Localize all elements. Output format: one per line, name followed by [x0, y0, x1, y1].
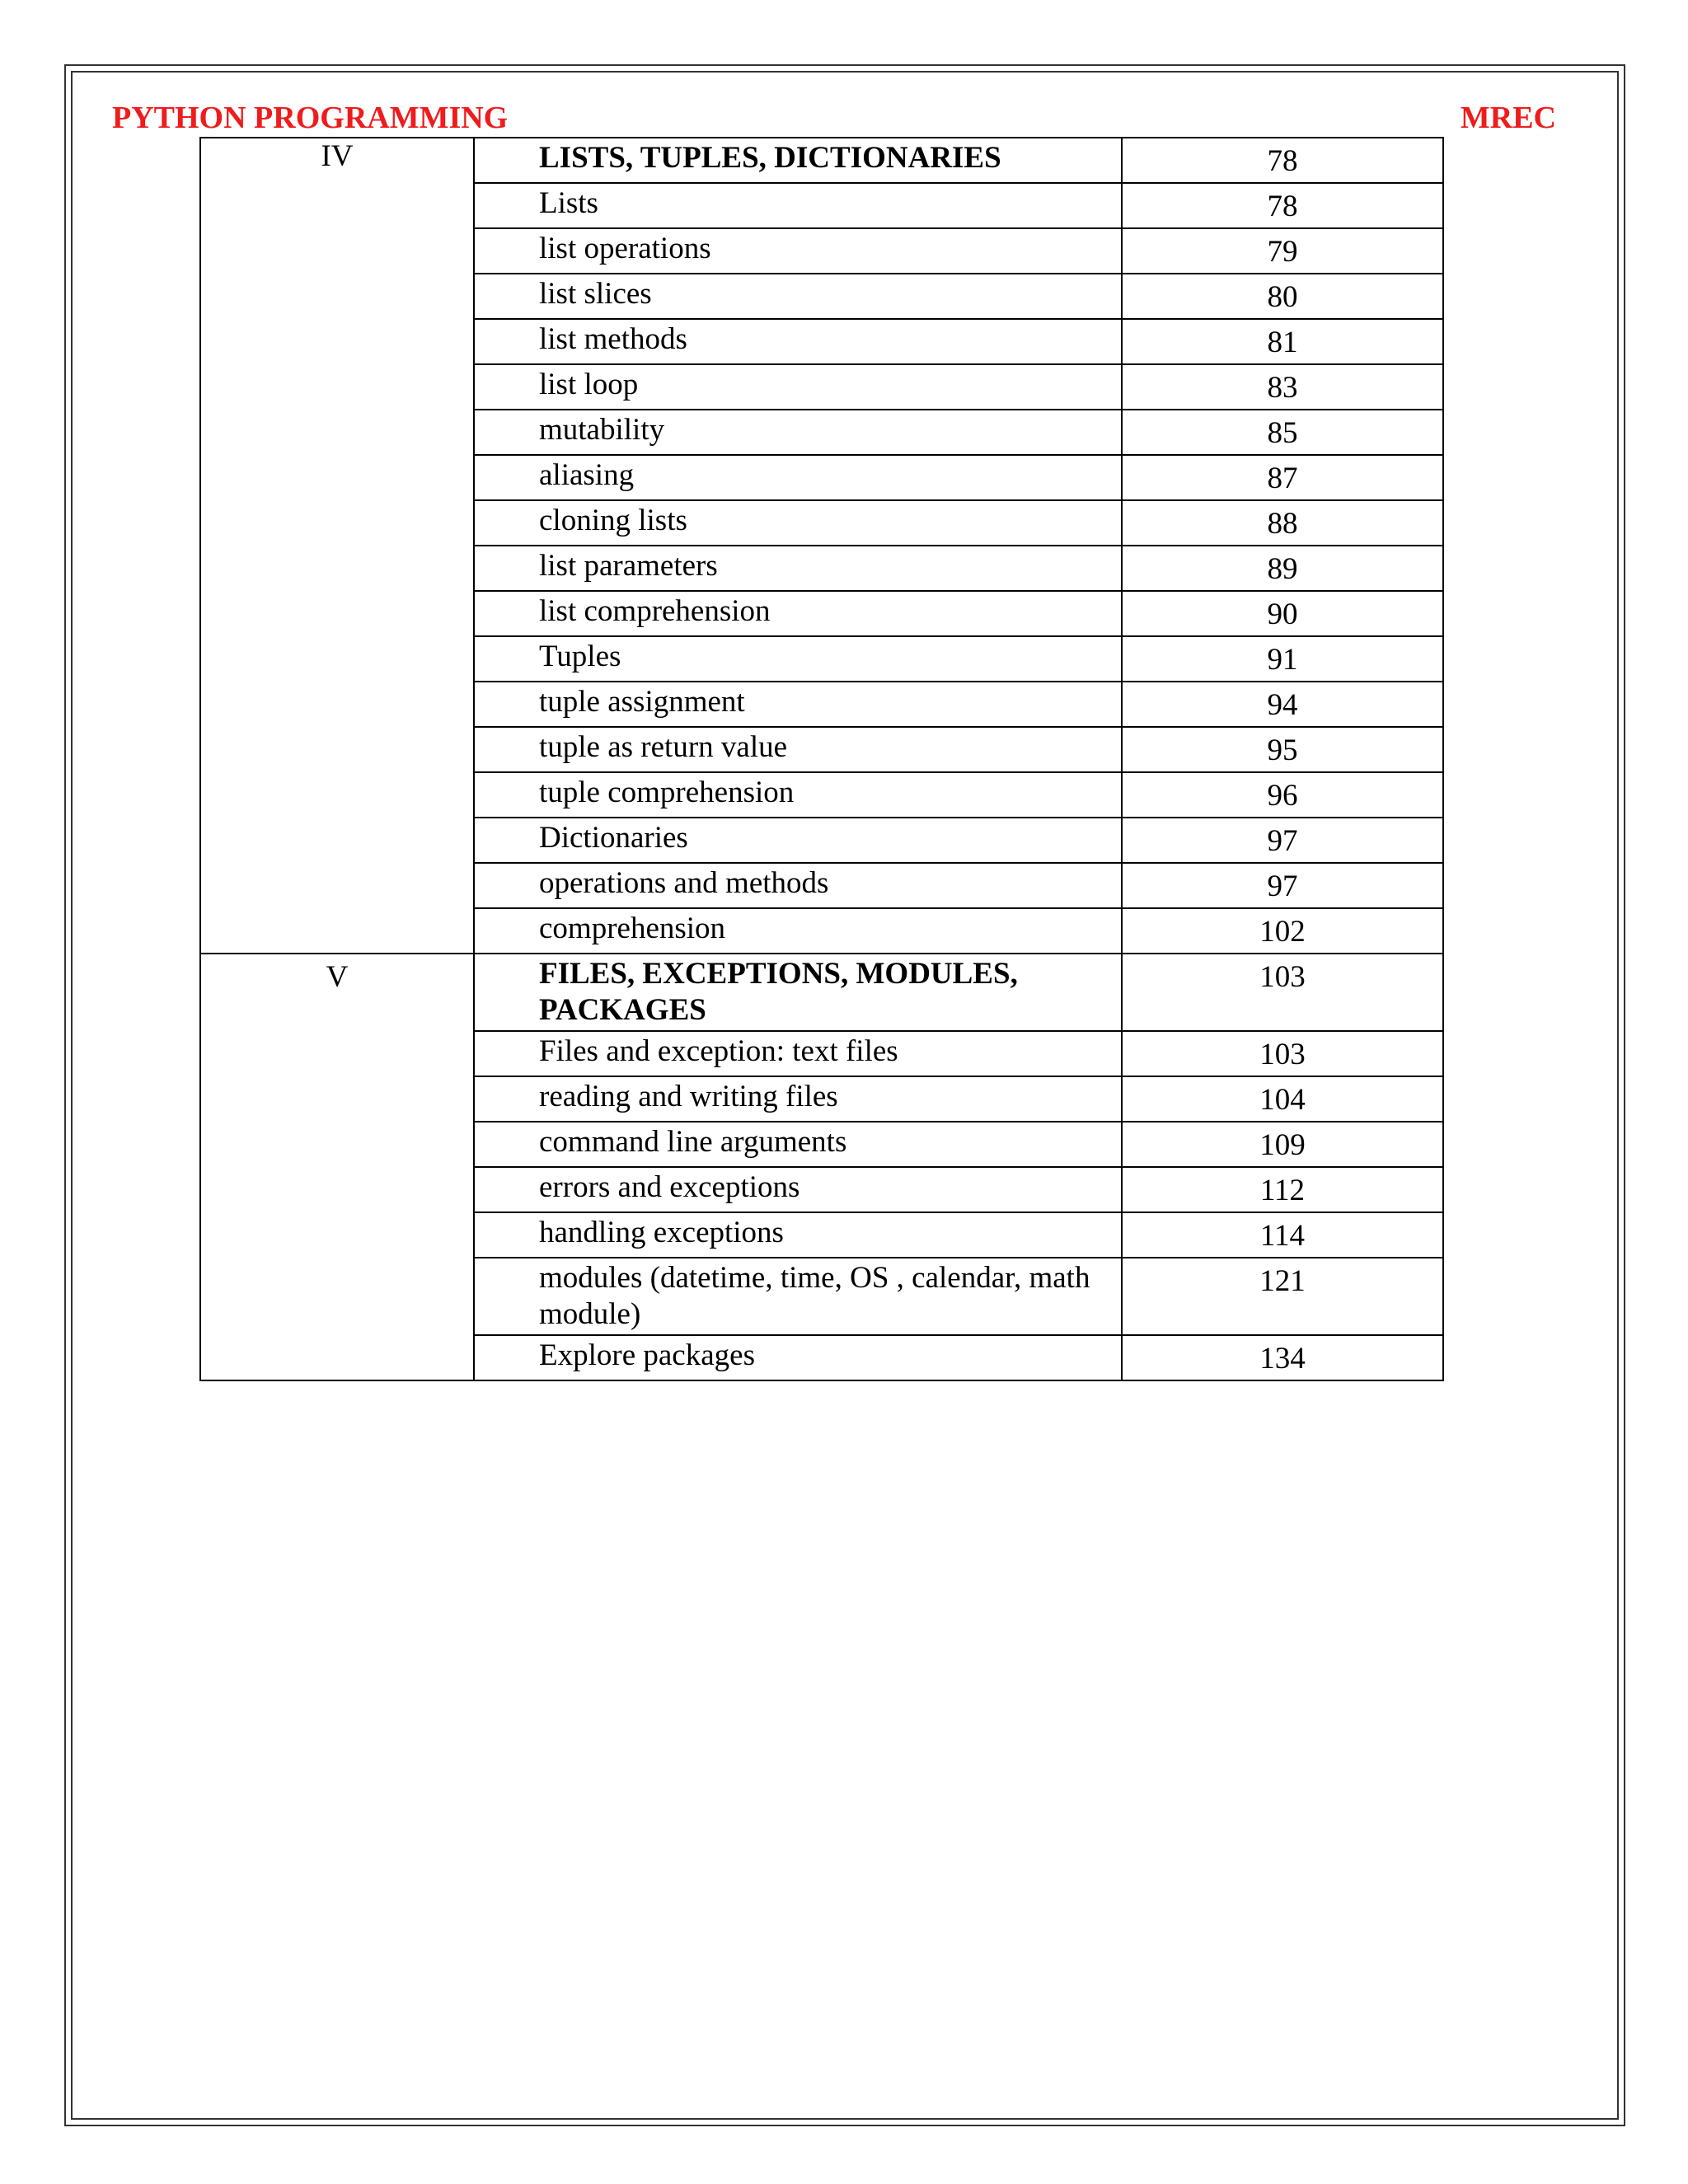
topic-title: tuple as return value — [474, 727, 1122, 772]
page-number: 102 — [1122, 908, 1443, 954]
page-number: 97 — [1122, 818, 1443, 863]
page-number: 97 — [1122, 863, 1443, 908]
table-of-contents — [199, 137, 1444, 1381]
page-number: 114 — [1122, 1212, 1443, 1258]
page-number: 96 — [1122, 772, 1443, 818]
topic-title: Tuples — [474, 636, 1122, 682]
topic-title: list operations — [474, 228, 1122, 274]
topic-title: Lists — [474, 183, 1122, 228]
topic-title: errors and exceptions — [474, 1167, 1122, 1212]
page-number: 87 — [1122, 455, 1443, 500]
page-number: 85 — [1122, 410, 1443, 455]
unit-label: V — [200, 954, 474, 1380]
topic-title: Explore packages — [474, 1335, 1122, 1380]
page-number: 79 — [1122, 228, 1443, 274]
topic-title: aliasing — [474, 455, 1122, 500]
page-number: 80 — [1122, 274, 1443, 319]
topic-title: Dictionaries — [474, 818, 1122, 863]
topic-title: list slices — [474, 274, 1122, 319]
page-number: 89 — [1122, 546, 1443, 591]
topic-title: operations and methods — [474, 863, 1122, 908]
page-number: 91 — [1122, 636, 1443, 682]
unit-label: IV — [200, 138, 474, 954]
page-number: 134 — [1122, 1335, 1443, 1380]
topic-title: reading and writing files — [474, 1076, 1122, 1122]
header-institution: MREC — [1460, 101, 1556, 135]
topic-title: list loop — [474, 364, 1122, 410]
table-row — [200, 954, 1443, 1031]
unit-heading: FILES, EXCEPTIONS, MODULES, PACKAGES — [474, 954, 1122, 1031]
unit-heading: LISTS, TUPLES, DICTIONARIES — [474, 138, 1122, 183]
page-number: 78 — [1122, 138, 1443, 183]
page-number: 121 — [1122, 1258, 1443, 1335]
topic-title: command line arguments — [474, 1122, 1122, 1167]
topic-title: tuple assignment — [474, 682, 1122, 727]
topic-title: cloning lists — [474, 500, 1122, 546]
topic-title: comprehension — [474, 908, 1122, 954]
topic-title: list parameters — [474, 546, 1122, 591]
page-number: 112 — [1122, 1167, 1443, 1212]
topic-title: tuple comprehension — [474, 772, 1122, 818]
topic-title: list methods — [474, 319, 1122, 364]
topic-title: handling exceptions — [474, 1212, 1122, 1258]
page-number: 83 — [1122, 364, 1443, 410]
topic-title: mutability — [474, 410, 1122, 455]
page-number: 103 — [1122, 954, 1443, 1031]
page-number: 88 — [1122, 500, 1443, 546]
table-row — [200, 138, 1443, 183]
page-number: 103 — [1122, 1031, 1443, 1076]
page-number: 94 — [1122, 682, 1443, 727]
page-number: 81 — [1122, 319, 1443, 364]
topic-title: modules (datetime, time, OS , calendar, math module) — [474, 1258, 1122, 1335]
topic-title: Files and exception: text files — [474, 1031, 1122, 1076]
page-number: 109 — [1122, 1122, 1443, 1167]
page-number: 78 — [1122, 183, 1443, 228]
page-number: 90 — [1122, 591, 1443, 636]
topic-title: list comprehension — [474, 591, 1122, 636]
page-number: 95 — [1122, 727, 1443, 772]
header-course-title: PYTHON PROGRAMMING — [112, 101, 509, 135]
page-number: 104 — [1122, 1076, 1443, 1122]
